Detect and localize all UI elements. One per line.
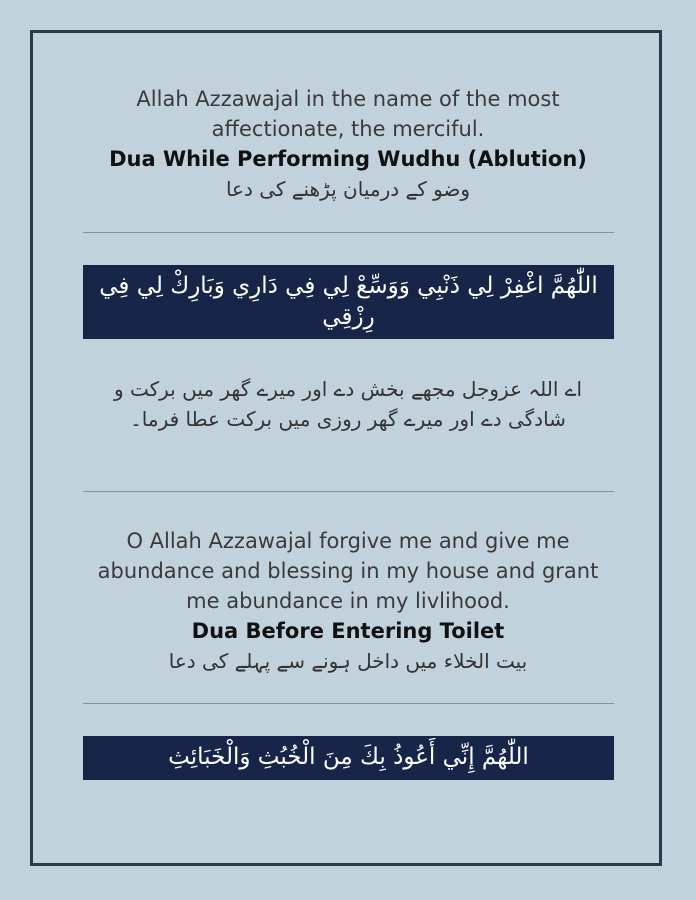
toilet-dua-arabic-text: اللّٰهُمَّ إِنِّي أَعُوذُ بِكَ مِنَ الْخُبُثِ وَالْخَبَائِثِ xyxy=(168,744,529,770)
wudhu-dua-urdu-translation: اے اللہ عزوجل مجھے بخش دے اور میرے گھر میں برکت و شادگی دے اور میرے گھر روزی میں برکت عطا فرما۔ xyxy=(113,377,583,431)
divider xyxy=(83,232,614,233)
section-wudhu-header xyxy=(83,84,613,204)
divider xyxy=(83,703,614,704)
wudhu-dua-arabic-box xyxy=(83,265,614,339)
toilet-dua-title: Dua Before Entering Toilet xyxy=(191,619,505,643)
divider xyxy=(83,491,614,492)
toilet-dua-arabic-box xyxy=(83,736,614,780)
wudhu-dua-arabic-text: اللّٰهُمَّ اغْفِرْ لِي ذَنْبِي وَوَسِّعْ لِي فِي دَارِي وَبَارِكْ لِي فِي رِزْقِي xyxy=(99,273,598,330)
intro-text: Allah Azzawajal in the name of the most affectionate, the merciful. xyxy=(136,87,560,141)
wudhu-dua-urdu-title: وضو کے درمیان پڑھنے کی دعا xyxy=(225,177,471,201)
toilet-dua-urdu-title: بیت الخلاء میں داخل ہونے سے پہلے کی دعا xyxy=(168,649,528,673)
section-toilet-header xyxy=(83,526,613,676)
wudhu-dua-english-translation: O Allah Azzawajal forgive me and give me abundance and blessing in my house and grant me abundance in my livlihood. xyxy=(97,529,599,613)
wudhu-dua-title: Dua While Performing Wudhu (Ablution) xyxy=(109,147,587,171)
